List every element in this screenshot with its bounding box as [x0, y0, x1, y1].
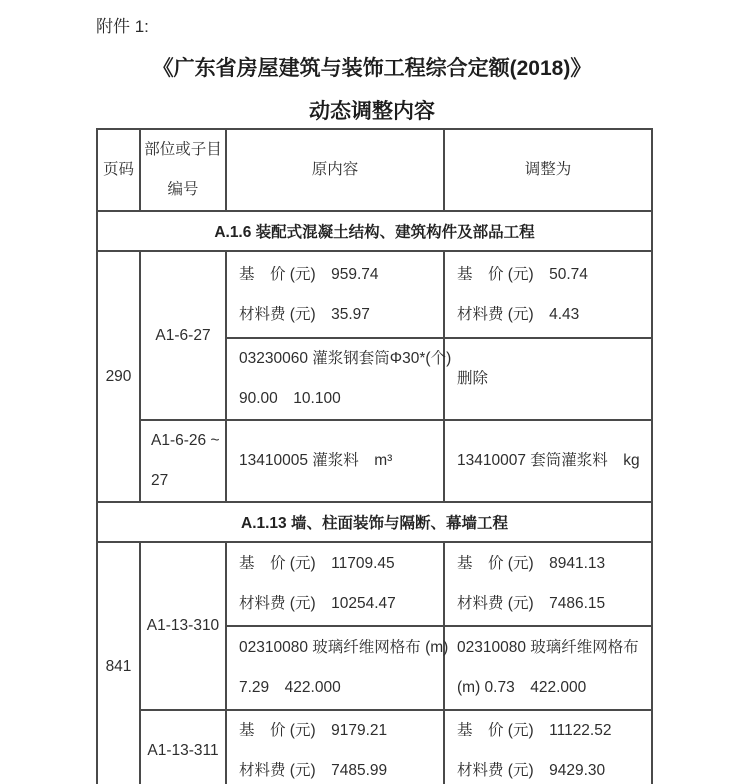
table-row — [97, 251, 652, 338]
section-header-a16: A.1.6 装配式混凝土结构、建筑构件及部品工程 — [97, 211, 652, 251]
original-content-cell — [226, 251, 444, 338]
table-row — [97, 542, 652, 626]
content-line: 90.00 10.100 — [239, 390, 341, 407]
item-code-line2: 27 — [151, 472, 169, 489]
content-line: 材料费 (元) 9429.30 — [457, 762, 606, 779]
content-line: 材料费 (元) 7486.15 — [457, 595, 606, 612]
content-line: (m) 0.73 422.000 — [457, 679, 587, 696]
table-row — [97, 420, 652, 502]
item-code-cell — [140, 420, 226, 502]
header-page-col — [97, 129, 140, 211]
content-line: 13410005 灌浆料 m³ — [239, 452, 393, 469]
content-line: 基 价 (元) 9179.21 — [239, 722, 388, 739]
original-content-cell — [226, 338, 452, 420]
content-line: 基 价 (元) 959.74 — [239, 265, 379, 283]
content-line: 材料费 (元) 10254.47 — [239, 595, 396, 612]
content-line: 材料费 (元) 4.43 — [457, 305, 580, 323]
content-line: 基 价 (元) 11709.45 — [239, 555, 395, 572]
content-line: 03230060 灌浆钢套筒Φ30*(个) — [239, 350, 452, 367]
item-code-cell: A1-13-311 — [140, 710, 226, 784]
content-line: 02310080 玻璃纤维网格布 (m) — [239, 639, 449, 656]
quota-adjustment-table — [96, 128, 653, 784]
content-line: 基 价 (元) 11122.52 — [457, 722, 612, 739]
content-line: 7.29 422.000 — [239, 679, 341, 696]
content-line: 材料费 (元) 35.97 — [239, 305, 370, 323]
page-number-cell: 290 — [97, 251, 140, 502]
attachment-label: 附件 1: — [96, 17, 149, 36]
header-item-label-line1: 部位或子目 — [144, 141, 222, 158]
item-code-cell: A1-13-310 — [140, 542, 226, 710]
table-header-row — [97, 129, 652, 211]
content-line: 02310080 玻璃纤维网格布 — [457, 639, 639, 656]
doc-subtitle: 动态调整内容 — [309, 100, 435, 123]
adjusted-content-cell — [444, 251, 652, 338]
item-code-cell: A1-6-27 — [140, 251, 226, 420]
header-item-label-line2: 编号 — [167, 181, 199, 198]
original-content-cell — [226, 626, 449, 710]
table-row — [97, 710, 652, 784]
original-content-cell — [226, 420, 444, 502]
section-header-a113: A.1.13 墙、柱面装饰与隔断、幕墙工程 — [97, 502, 652, 542]
content-line: 材料费 (元) 7485.99 — [239, 762, 388, 779]
item-code-line1: A1-6-26 ~ — [151, 432, 220, 449]
original-content-cell — [226, 542, 444, 626]
content-line: 13410007 套筒灌浆料 kg — [457, 452, 640, 469]
header-item-col — [140, 129, 226, 211]
header-adjusted-col — [444, 129, 652, 211]
adjusted-content-cell — [444, 710, 652, 784]
adjusted-content-cell — [444, 542, 652, 626]
section-row-a16 — [97, 211, 652, 251]
header-original-label: 原内容 — [311, 161, 359, 178]
doc-title: 《广东省房屋建筑与装饰工程综合定额(2018)》 — [152, 57, 592, 80]
adjusted-content-cell — [444, 338, 652, 420]
header-page-label: 页码 — [102, 161, 134, 178]
adjusted-content-cell — [444, 420, 652, 502]
header-adjusted-label: 调整为 — [524, 161, 572, 178]
adjusted-content-cell — [444, 626, 652, 710]
content-line: 基 价 (元) 50.74 — [457, 265, 588, 283]
page-number-cell: 841 — [97, 542, 140, 784]
section-row-a113 — [97, 502, 652, 542]
content-line: 基 价 (元) 8941.13 — [457, 555, 606, 572]
header-original-col — [226, 129, 444, 211]
original-content-cell — [226, 710, 444, 784]
content-line: 删除 — [457, 370, 489, 387]
